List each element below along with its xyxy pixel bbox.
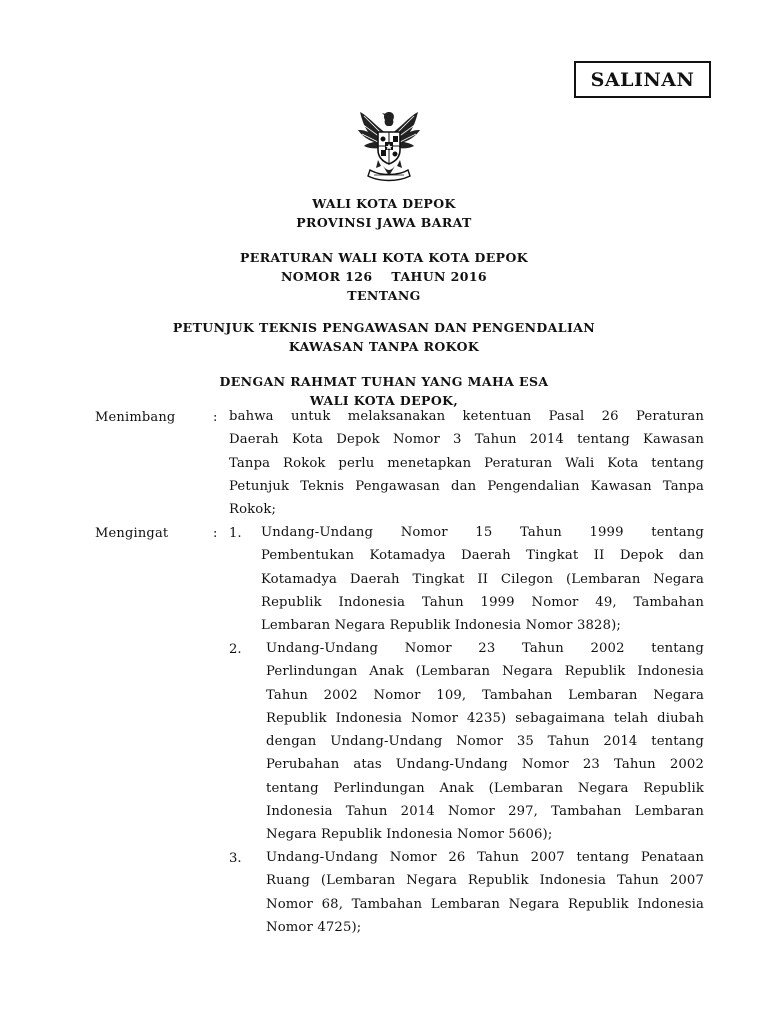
menimbang-line: Daerah Kota Depok Nomor 3 Tahun 2014 tentang Kawasan: [229, 432, 704, 448]
mengingat-item-2: [266, 637, 704, 847]
issuer-line-2: PROVINSI JAWA BARAT: [296, 215, 472, 230]
issuer-line-1: WALI KOTA DEPOK: [312, 196, 456, 211]
salinan-stamp: SALINAN: [574, 61, 711, 98]
item-2-line: Republik Indonesia Nomor 4235) sebagaimana telah diubah: [266, 710, 704, 726]
item-1-line: Undang-Undang Nomor 15 Tahun 1999 tentang: [261, 525, 704, 540]
regulation-title: [0, 248, 768, 305]
regulation-tentang: TENTANG: [347, 288, 421, 303]
item-1-line: Republik Indonesia Tahun 1999 Nomor 49, Tambahan: [261, 594, 704, 610]
mengingat-colon: :: [213, 526, 218, 541]
item-1-line: Kotamadya Daerah Tingkat II Cilegon (Lembaran Negara: [261, 571, 704, 587]
item-2-line: Negara Republik Indonesia Nomor 5606);: [266, 827, 553, 843]
item-2-line: dengan Undang-Undang Nomor 35 Tahun 2014 tentang: [266, 734, 704, 750]
item-2-line: Perlindungan Anak (Lembaran Negara Republik Indonesia: [266, 664, 704, 680]
preamble-line-1: DENGAN RAHMAT TUHAN YANG MAHA ESA: [219, 374, 549, 389]
regulation-topic-line-2: KAWASAN TANPA ROKOK: [288, 339, 480, 354]
item-2-line: tentang Perlindungan Anak (Lembaran Negara Republik: [266, 780, 704, 796]
regulation-topic: [0, 318, 768, 356]
mengingat-item-3: [266, 846, 704, 939]
item-2-line: Undang-Undang Nomor 23 Tahun 2002 tentang: [266, 641, 704, 656]
item-number-3: 3.: [229, 851, 242, 866]
menimbang-line: Rokok;: [229, 502, 277, 518]
menimbang-line: Tanpa Rokok perlu menetapkan Peraturan Wali Kota tentang: [229, 455, 704, 471]
garuda-emblem-icon: [354, 104, 424, 184]
item-number-2: 2.: [229, 642, 242, 657]
menimbang-line: bahwa untuk melaksanakan ketentuan Pasal 26 Peraturan: [229, 409, 704, 424]
menimbang-text: [229, 405, 704, 521]
item-1-line: Pembentukan Kotamadya Daerah Tingkat II Depok dan: [261, 548, 704, 564]
issuer-header: [0, 194, 768, 232]
preamble-line-2: WALI KOTA DEPOK,: [309, 393, 459, 408]
menimbang-label: Menimbang: [95, 410, 176, 425]
menimbang-line: Petunjuk Teknis Pengawasan dan Pengendalian Kawasan Tanpa: [229, 478, 704, 494]
regulation-topic-line-1: PETUNJUK TEKNIS PENGAWASAN DAN PENGENDALIAN: [172, 320, 596, 335]
item-3-line: Ruang (Lembaran Negara Republik Indonesia Tahun 2007: [266, 873, 704, 889]
item-3-line: Undang-Undang Nomor 26 Tahun 2007 tentang Penataan: [266, 850, 704, 865]
item-number-1: 1.: [229, 526, 242, 541]
item-1-line: Lembaran Negara Republik Indonesia Nomor 3828);: [261, 618, 621, 634]
item-2-line: Indonesia Tahun 2014 Nomor 297, Tambahan Lembaran: [266, 804, 704, 820]
item-2-line: Tahun 2002 Nomor 109, Tambahan Lembaran Negara: [266, 687, 704, 703]
item-3-line: Nomor 68, Tambahan Lembaran Negara Republik Indonesia: [266, 896, 704, 912]
regulation-title-line-1: PERATURAN WALI KOTA KOTA DEPOK: [239, 250, 528, 265]
item-3-line: Nomor 4725);: [266, 919, 362, 935]
mengingat-label: Mengingat: [95, 526, 169, 541]
regulation-number: NOMOR 126 TAHUN 2016: [280, 269, 488, 284]
mengingat-item-1: [261, 521, 704, 637]
item-2-line: Perubahan atas Undang-Undang Nomor 23 Tahun 2002: [266, 757, 704, 773]
menimbang-colon: :: [213, 410, 218, 425]
